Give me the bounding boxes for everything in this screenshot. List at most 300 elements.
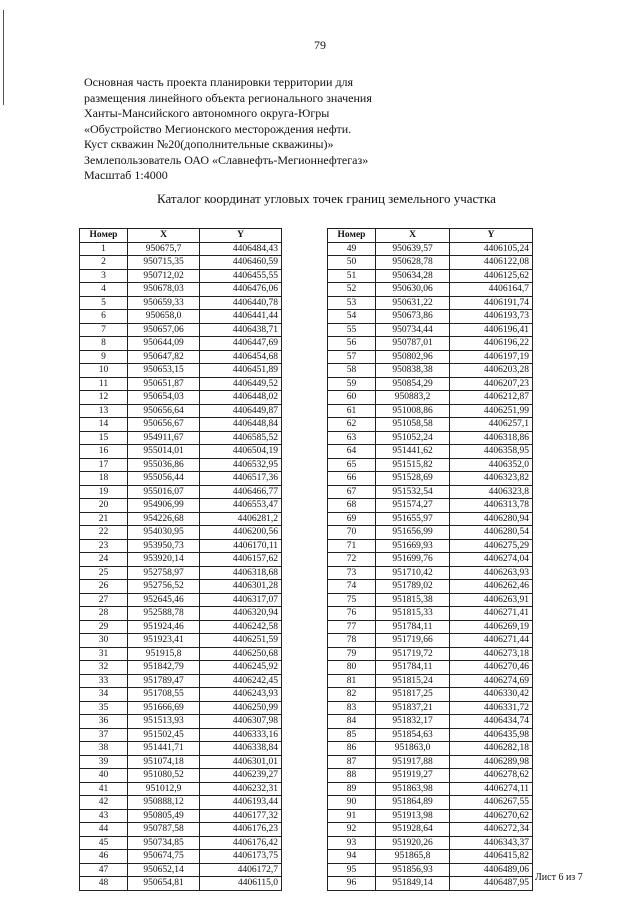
table-row xyxy=(80,701,282,715)
column-header-number: Номер xyxy=(80,229,128,243)
point-number: 3 xyxy=(80,269,128,283)
y-coordinate: 4406343,37 xyxy=(450,836,533,850)
point-number: 71 xyxy=(328,539,376,553)
point-number: 33 xyxy=(80,674,128,688)
point-number: 45 xyxy=(80,836,128,850)
table-row xyxy=(80,620,282,634)
column-header-x: X xyxy=(376,229,450,243)
y-coordinate: 4406447,69 xyxy=(200,337,282,351)
point-number: 12 xyxy=(80,391,128,405)
y-coordinate: 4406331,72 xyxy=(450,701,533,715)
table-row xyxy=(80,364,282,378)
table-row xyxy=(328,850,533,864)
y-coordinate: 4406330,42 xyxy=(450,688,533,702)
y-coordinate: 4406504,19 xyxy=(200,445,282,459)
y-coordinate: 4406451,89 xyxy=(200,364,282,378)
table-row xyxy=(328,404,533,418)
table-row xyxy=(80,634,282,648)
x-coordinate: 951863,0 xyxy=(376,742,450,756)
point-number: 46 xyxy=(80,850,128,864)
point-number: 19 xyxy=(80,485,128,499)
x-coordinate: 951917,88 xyxy=(376,755,450,769)
x-coordinate: 951074,18 xyxy=(128,755,200,769)
x-coordinate: 951666,69 xyxy=(128,701,200,715)
y-coordinate: 4406197,19 xyxy=(450,350,533,364)
point-number: 67 xyxy=(328,485,376,499)
sheet-counter: Лист 6 из 7 xyxy=(535,872,583,883)
y-coordinate: 4406274,69 xyxy=(450,674,533,688)
y-coordinate: 4406176,23 xyxy=(200,823,282,837)
table-row xyxy=(328,472,533,486)
x-coordinate: 950654,03 xyxy=(128,391,200,405)
point-number: 43 xyxy=(80,809,128,823)
table-row xyxy=(80,809,282,823)
table-row xyxy=(328,769,533,783)
table-row xyxy=(80,404,282,418)
point-number: 54 xyxy=(328,310,376,324)
point-number: 5 xyxy=(80,296,128,310)
header-line: Масштаб 1:4000 xyxy=(84,168,168,182)
table-row xyxy=(80,782,282,796)
x-coordinate: 950715,35 xyxy=(128,256,200,270)
point-number: 26 xyxy=(80,580,128,594)
table-row xyxy=(80,796,282,810)
x-coordinate: 951837,21 xyxy=(376,701,450,715)
table-row xyxy=(80,310,282,324)
point-number: 7 xyxy=(80,323,128,337)
table-row xyxy=(328,728,533,742)
table-row xyxy=(80,742,282,756)
x-coordinate: 950854,29 xyxy=(376,377,450,391)
y-coordinate: 4406434,74 xyxy=(450,715,533,729)
table-row xyxy=(80,836,282,850)
x-coordinate: 950712,02 xyxy=(128,269,200,283)
x-coordinate: 953920,14 xyxy=(128,553,200,567)
table-header-row xyxy=(80,229,282,243)
point-number: 88 xyxy=(328,769,376,783)
y-coordinate: 4406449,52 xyxy=(200,377,282,391)
table-row xyxy=(328,377,533,391)
x-coordinate: 951710,42 xyxy=(376,566,450,580)
y-coordinate: 4406270,62 xyxy=(450,809,533,823)
x-coordinate: 952645,46 xyxy=(128,593,200,607)
x-coordinate: 951919,27 xyxy=(376,769,450,783)
point-number: 20 xyxy=(80,499,128,513)
y-coordinate: 4406440,78 xyxy=(200,296,282,310)
x-coordinate: 950675,7 xyxy=(128,242,200,256)
table-row xyxy=(328,661,533,675)
x-coordinate: 950734,85 xyxy=(128,836,200,850)
y-coordinate: 4406170,11 xyxy=(200,539,282,553)
y-coordinate: 4406415,82 xyxy=(450,850,533,864)
table-row xyxy=(80,553,282,567)
x-coordinate: 951669,93 xyxy=(376,539,450,553)
point-number: 84 xyxy=(328,715,376,729)
y-coordinate: 4406449,87 xyxy=(200,404,282,418)
point-number: 94 xyxy=(328,850,376,864)
header-line: Основная часть проекта планировки территории для xyxy=(84,75,354,89)
x-coordinate: 950802,96 xyxy=(376,350,450,364)
point-number: 28 xyxy=(80,607,128,621)
table-row xyxy=(80,269,282,283)
point-number: 39 xyxy=(80,755,128,769)
x-coordinate: 950883,2 xyxy=(376,391,450,405)
x-coordinate: 951528,69 xyxy=(376,472,450,486)
table-row xyxy=(80,593,282,607)
y-coordinate: 4406476,06 xyxy=(200,283,282,297)
y-coordinate: 4406250,68 xyxy=(200,647,282,661)
y-coordinate: 4406251,99 xyxy=(450,404,533,418)
y-coordinate: 4406489,06 xyxy=(450,863,533,877)
y-coordinate: 4406242,45 xyxy=(200,674,282,688)
point-number: 73 xyxy=(328,566,376,580)
x-coordinate: 950787,58 xyxy=(128,823,200,837)
x-coordinate: 950838,38 xyxy=(376,364,450,378)
document-header xyxy=(84,75,372,184)
point-number: 86 xyxy=(328,742,376,756)
scan-edge-mark xyxy=(3,10,4,105)
table-row xyxy=(80,647,282,661)
point-number: 92 xyxy=(328,823,376,837)
x-coordinate: 954906,99 xyxy=(128,499,200,513)
y-coordinate: 4406270,46 xyxy=(450,661,533,675)
table-row xyxy=(328,364,533,378)
header-line: Куст скважин №20(дополнительные скважины)» xyxy=(84,137,334,151)
table-row xyxy=(328,269,533,283)
table-row xyxy=(328,458,533,472)
point-number: 87 xyxy=(328,755,376,769)
table-row xyxy=(80,377,282,391)
y-coordinate: 4406203,28 xyxy=(450,364,533,378)
x-coordinate: 954226,68 xyxy=(128,512,200,526)
y-coordinate: 4406448,84 xyxy=(200,418,282,432)
point-number: 85 xyxy=(328,728,376,742)
x-coordinate: 951920,26 xyxy=(376,836,450,850)
x-coordinate: 950647,82 xyxy=(128,350,200,364)
y-coordinate: 4406172,7 xyxy=(200,863,282,877)
y-coordinate: 4406243,93 xyxy=(200,688,282,702)
y-coordinate: 4406274,04 xyxy=(450,553,533,567)
point-number: 8 xyxy=(80,337,128,351)
point-number: 77 xyxy=(328,620,376,634)
x-coordinate: 951849,14 xyxy=(376,877,450,891)
y-coordinate: 4406196,22 xyxy=(450,337,533,351)
point-number: 90 xyxy=(328,796,376,810)
column-header-y: Y xyxy=(200,229,282,243)
table-row xyxy=(80,296,282,310)
y-coordinate: 4406487,95 xyxy=(450,877,533,891)
y-coordinate: 4406173,75 xyxy=(200,850,282,864)
column-header-y: Y xyxy=(450,229,533,243)
x-coordinate: 951913,98 xyxy=(376,809,450,823)
y-coordinate: 4406585,52 xyxy=(200,431,282,445)
x-coordinate: 951842,79 xyxy=(128,661,200,675)
point-number: 15 xyxy=(80,431,128,445)
point-number: 91 xyxy=(328,809,376,823)
table-row xyxy=(328,607,533,621)
point-number: 81 xyxy=(328,674,376,688)
table-row xyxy=(80,526,282,540)
y-coordinate: 4406122,08 xyxy=(450,256,533,270)
point-number: 11 xyxy=(80,377,128,391)
table-row xyxy=(80,323,282,337)
y-coordinate: 4406301,01 xyxy=(200,755,282,769)
table-row xyxy=(80,607,282,621)
table-row xyxy=(328,809,533,823)
table-row xyxy=(328,647,533,661)
y-coordinate: 4406177,32 xyxy=(200,809,282,823)
y-coordinate: 4406460,59 xyxy=(200,256,282,270)
x-coordinate: 950659,33 xyxy=(128,296,200,310)
y-coordinate: 4406278,62 xyxy=(450,769,533,783)
x-coordinate: 955056,44 xyxy=(128,472,200,486)
y-coordinate: 4406200,56 xyxy=(200,526,282,540)
point-number: 72 xyxy=(328,553,376,567)
y-coordinate: 4406301,28 xyxy=(200,580,282,594)
x-coordinate: 951656,99 xyxy=(376,526,450,540)
y-coordinate: 4406257,1 xyxy=(450,418,533,432)
table-row xyxy=(80,863,282,877)
point-number: 65 xyxy=(328,458,376,472)
point-number: 66 xyxy=(328,472,376,486)
point-number: 63 xyxy=(328,431,376,445)
x-coordinate: 951923,41 xyxy=(128,634,200,648)
x-coordinate: 955036,86 xyxy=(128,458,200,472)
x-coordinate: 950673,86 xyxy=(376,310,450,324)
point-number: 41 xyxy=(80,782,128,796)
table-row xyxy=(328,539,533,553)
x-coordinate: 950657,06 xyxy=(128,323,200,337)
x-coordinate: 952758,97 xyxy=(128,566,200,580)
x-coordinate: 950631,22 xyxy=(376,296,450,310)
table-row xyxy=(328,863,533,877)
table-row xyxy=(328,256,533,270)
table-row xyxy=(328,418,533,432)
point-number: 22 xyxy=(80,526,128,540)
y-coordinate: 4406271,41 xyxy=(450,607,533,621)
point-number: 35 xyxy=(80,701,128,715)
x-coordinate: 951832,17 xyxy=(376,715,450,729)
point-number: 93 xyxy=(328,836,376,850)
y-coordinate: 4406448,02 xyxy=(200,391,282,405)
table-row xyxy=(80,688,282,702)
table-row xyxy=(80,391,282,405)
y-coordinate: 4406275,29 xyxy=(450,539,533,553)
table-row xyxy=(80,661,282,675)
point-number: 29 xyxy=(80,620,128,634)
y-coordinate: 4406267,55 xyxy=(450,796,533,810)
table-row xyxy=(80,769,282,783)
x-coordinate: 951815,24 xyxy=(376,674,450,688)
y-coordinate: 4406250,99 xyxy=(200,701,282,715)
table-row xyxy=(80,850,282,864)
y-coordinate: 4406517,36 xyxy=(200,472,282,486)
y-coordinate: 4406164,7 xyxy=(450,283,533,297)
point-number: 62 xyxy=(328,418,376,432)
y-coordinate: 4406251,59 xyxy=(200,634,282,648)
y-coordinate: 4406307,98 xyxy=(200,715,282,729)
table-row xyxy=(80,728,282,742)
point-number: 32 xyxy=(80,661,128,675)
x-coordinate: 955014,01 xyxy=(128,445,200,459)
point-number: 49 xyxy=(328,242,376,256)
point-number: 60 xyxy=(328,391,376,405)
point-number: 38 xyxy=(80,742,128,756)
y-coordinate: 4406271,44 xyxy=(450,634,533,648)
table-row xyxy=(328,782,533,796)
y-coordinate: 4406318,68 xyxy=(200,566,282,580)
point-number: 6 xyxy=(80,310,128,324)
x-coordinate: 951515,82 xyxy=(376,458,450,472)
column-header-number: Номер xyxy=(328,229,376,243)
point-number: 44 xyxy=(80,823,128,837)
point-number: 13 xyxy=(80,404,128,418)
y-coordinate: 4406207,23 xyxy=(450,377,533,391)
point-number: 47 xyxy=(80,863,128,877)
point-number: 51 xyxy=(328,269,376,283)
point-number: 4 xyxy=(80,283,128,297)
point-number: 69 xyxy=(328,512,376,526)
table-row xyxy=(328,323,533,337)
y-coordinate: 4406455,55 xyxy=(200,269,282,283)
x-coordinate: 951052,24 xyxy=(376,431,450,445)
table-row xyxy=(328,242,533,256)
table-row xyxy=(80,337,282,351)
table-row xyxy=(80,512,282,526)
x-coordinate: 950656,64 xyxy=(128,404,200,418)
table-row xyxy=(328,566,533,580)
x-coordinate: 951708,55 xyxy=(128,688,200,702)
y-coordinate: 4406466,77 xyxy=(200,485,282,499)
table-row xyxy=(328,431,533,445)
x-coordinate: 950652,14 xyxy=(128,863,200,877)
x-coordinate: 951699,76 xyxy=(376,553,450,567)
point-number: 58 xyxy=(328,364,376,378)
point-number: 57 xyxy=(328,350,376,364)
table-row xyxy=(328,512,533,526)
x-coordinate: 950639,57 xyxy=(376,242,450,256)
y-coordinate: 4406484,43 xyxy=(200,242,282,256)
y-coordinate: 4406318,86 xyxy=(450,431,533,445)
y-coordinate: 4406245,92 xyxy=(200,661,282,675)
header-line: Ханты-Мансийского автономного округа-Югры xyxy=(84,106,330,120)
x-coordinate: 950628,78 xyxy=(376,256,450,270)
coordinates-table-left xyxy=(79,228,282,891)
x-coordinate: 950644,09 xyxy=(128,337,200,351)
y-coordinate: 4406191,74 xyxy=(450,296,533,310)
y-coordinate: 4406176,42 xyxy=(200,836,282,850)
x-coordinate: 951784,11 xyxy=(376,661,450,675)
point-number: 2 xyxy=(80,256,128,270)
y-coordinate: 4406105,24 xyxy=(450,242,533,256)
x-coordinate: 951080,52 xyxy=(128,769,200,783)
point-number: 50 xyxy=(328,256,376,270)
x-coordinate: 950678,03 xyxy=(128,283,200,297)
point-number: 36 xyxy=(80,715,128,729)
table-row xyxy=(328,836,533,850)
x-coordinate: 950651,87 xyxy=(128,377,200,391)
x-coordinate: 950654,81 xyxy=(128,877,200,891)
point-number: 75 xyxy=(328,593,376,607)
x-coordinate: 951441,62 xyxy=(376,445,450,459)
point-number: 23 xyxy=(80,539,128,553)
x-coordinate: 951856,93 xyxy=(376,863,450,877)
y-coordinate: 4406333,16 xyxy=(200,728,282,742)
y-coordinate: 4406262,46 xyxy=(450,580,533,594)
table-row xyxy=(80,755,282,769)
x-coordinate: 951719,66 xyxy=(376,634,450,648)
y-coordinate: 4406352,0 xyxy=(450,458,533,472)
x-coordinate: 951865,8 xyxy=(376,850,450,864)
table-row xyxy=(328,688,533,702)
x-coordinate: 950658,0 xyxy=(128,310,200,324)
y-coordinate: 4406441,44 xyxy=(200,310,282,324)
x-coordinate: 951789,02 xyxy=(376,580,450,594)
point-number: 96 xyxy=(328,877,376,891)
table-row xyxy=(328,445,533,459)
point-number: 70 xyxy=(328,526,376,540)
x-coordinate: 953950,73 xyxy=(128,539,200,553)
x-coordinate: 951441,71 xyxy=(128,742,200,756)
y-coordinate: 4406273,18 xyxy=(450,647,533,661)
point-number: 17 xyxy=(80,458,128,472)
table-row xyxy=(328,485,533,499)
point-number: 24 xyxy=(80,553,128,567)
y-coordinate: 4406263,93 xyxy=(450,566,533,580)
table-row xyxy=(80,350,282,364)
y-coordinate: 4406553,47 xyxy=(200,499,282,513)
x-coordinate: 950787,01 xyxy=(376,337,450,351)
y-coordinate: 4406212,87 xyxy=(450,391,533,405)
header-line: размещения линейного объекта регионального значения xyxy=(84,90,372,105)
point-number: 10 xyxy=(80,364,128,378)
y-coordinate: 4406269,19 xyxy=(450,620,533,634)
table-row xyxy=(80,485,282,499)
table-row xyxy=(328,593,533,607)
x-coordinate: 951854,63 xyxy=(376,728,450,742)
x-coordinate: 951574,27 xyxy=(376,499,450,513)
point-number: 78 xyxy=(328,634,376,648)
table-row xyxy=(328,701,533,715)
x-coordinate: 951012,9 xyxy=(128,782,200,796)
x-coordinate: 951863,98 xyxy=(376,782,450,796)
y-coordinate: 4406157,62 xyxy=(200,553,282,567)
point-number: 1 xyxy=(80,242,128,256)
table-row xyxy=(328,620,533,634)
x-coordinate: 951924,46 xyxy=(128,620,200,634)
table-row xyxy=(328,553,533,567)
x-coordinate: 952588,78 xyxy=(128,607,200,621)
table-row xyxy=(328,674,533,688)
point-number: 52 xyxy=(328,283,376,297)
y-coordinate: 4406281,2 xyxy=(200,512,282,526)
point-number: 25 xyxy=(80,566,128,580)
y-coordinate: 4406320,94 xyxy=(200,607,282,621)
y-coordinate: 4406282,18 xyxy=(450,742,533,756)
table-row xyxy=(80,431,282,445)
table-header-row xyxy=(328,229,533,243)
y-coordinate: 4406193,73 xyxy=(450,310,533,324)
table-row xyxy=(80,539,282,553)
page-number: 79 xyxy=(314,38,326,52)
x-coordinate: 951928,64 xyxy=(376,823,450,837)
point-number: 61 xyxy=(328,404,376,418)
y-coordinate: 4406532,95 xyxy=(200,458,282,472)
table-row xyxy=(80,566,282,580)
y-coordinate: 4406193,44 xyxy=(200,796,282,810)
y-coordinate: 4406323,8 xyxy=(450,485,533,499)
x-coordinate: 951784,11 xyxy=(376,620,450,634)
